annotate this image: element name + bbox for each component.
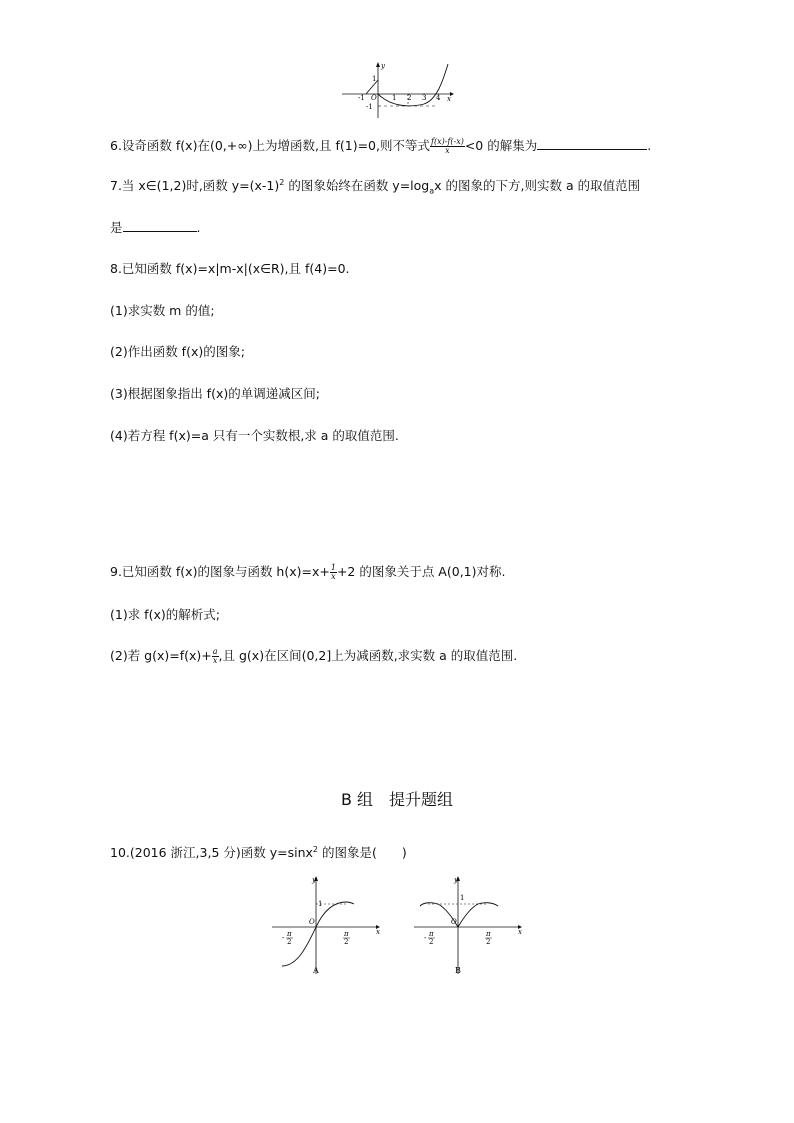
q9-fraction <box>330 564 337 581</box>
q7-sup: 2 <box>279 177 285 187</box>
q10-text-b: 的图象是( ) <box>318 845 407 860</box>
q6-end: . <box>647 138 652 153</box>
q6-frac-den: x <box>445 146 450 155</box>
option-a-graph[interactable] <box>268 872 386 978</box>
q10-text-a: 10.(2016 浙江,3,5 分)函数 y=sinx <box>110 845 313 860</box>
x-tick-1: 1 <box>392 94 397 102</box>
b-x-label: x <box>518 928 522 936</box>
q7-text-d: 是 <box>110 220 123 235</box>
q6-suffix: <0 的解集为 <box>464 138 538 153</box>
x-tick-3: 3 <box>422 94 427 102</box>
a-x-label: x <box>376 928 380 936</box>
question-8-part-4: (4)若方程 f(x)=a 只有一个实数根,求 a 的取值范围. <box>110 428 399 443</box>
a-neg-sign: - <box>282 934 285 942</box>
origin-label: O <box>371 94 377 102</box>
option-b-graph[interactable] <box>410 872 528 978</box>
question-10-stem <box>110 845 407 861</box>
q9-p2-fraction <box>212 648 219 665</box>
q7-text-c: x 的图象的下方,则实数 a 的取值范围 <box>434 178 641 193</box>
q7-end: . <box>196 220 201 235</box>
y-tick-neg1: -1 <box>366 103 373 111</box>
y-label: y <box>381 62 385 70</box>
q9-text-a: 9.已知函数 f(x)的图象与函数 h(x)=x+ <box>110 564 330 579</box>
question-8-part-1: (1)求实数 m 的值; <box>110 303 215 318</box>
q9-text-b: +2 的图象关于点 A(0,1)对称. <box>336 564 506 579</box>
q9-p2-text-b: ,且 g(x)在区间(0,2]上为减函数,求实数 a 的取值范围. <box>218 648 518 663</box>
section-heading: B 组 提升题组 <box>340 790 454 809</box>
q9-p2-text-a: (2)若 g(x)=f(x)+ <box>110 648 212 663</box>
q10-sup: 2 <box>312 844 318 854</box>
a-y-label: y <box>312 876 316 884</box>
a-pos-tick-num: π <box>344 930 349 938</box>
b-pos-tick-num: π <box>486 930 491 938</box>
y-axis-arrow <box>376 62 380 67</box>
question-9-stem <box>110 564 505 581</box>
question-9-part-1: (1)求 f(x)的解析式; <box>110 607 220 622</box>
b-y-label: y <box>454 876 458 884</box>
b-curve <box>420 903 498 927</box>
b-caption: B <box>455 966 461 975</box>
b-origin: O <box>451 918 457 926</box>
q7-text-b: 的图象始终在函数 y=log <box>284 178 430 193</box>
a-origin: O <box>309 918 315 926</box>
b-one: 1 <box>460 894 465 902</box>
x-tick-4: 4 <box>436 94 441 102</box>
x-tick-2: 2 <box>407 94 412 102</box>
q6-answer-blank[interactable] <box>537 137 647 150</box>
q7-text-a: 7.当 x∈(1,2)时,函数 y=(x-1) <box>110 178 280 193</box>
y-tick-1: 1 <box>372 75 377 83</box>
q9-frac-den: x <box>331 572 336 581</box>
question-7-line-2 <box>110 219 201 236</box>
q7-sub: a <box>429 186 435 196</box>
q6-fraction <box>430 138 465 155</box>
top-function-graph <box>338 60 458 120</box>
a-neg-tick-den: 2 <box>287 938 292 946</box>
q9-p2-frac-num: a <box>212 647 218 656</box>
question-7-line-1 <box>110 178 640 194</box>
x-tick-neg1: -1 <box>358 94 365 102</box>
b-neg-sign: - <box>424 934 427 942</box>
b-neg-tick-num: π <box>429 930 434 938</box>
q6-frac-num: f(x)-f(-x) <box>430 137 464 146</box>
question-8-part-2: (2)作出函数 f(x)的图象; <box>110 344 245 359</box>
q6-prefix: 6.设奇函数 f(x)在(0,+∞)上为增函数,且 f(1)=0,则不等式 <box>110 138 430 153</box>
x-label: x <box>447 95 451 103</box>
a-one: 1 <box>318 900 323 908</box>
question-9-part-2 <box>110 648 517 665</box>
q9-p2-frac-den: x <box>212 656 218 665</box>
a-pos-tick-den: 2 <box>344 938 349 946</box>
a-caption: A <box>313 966 319 975</box>
question-6 <box>110 137 651 155</box>
question-8-stem: 8.已知函数 f(x)=x|m-x|(x∈R),且 f(4)=0. <box>110 261 350 276</box>
q7-answer-blank[interactable] <box>123 219 197 232</box>
q9-frac-num: 1 <box>330 563 336 572</box>
question-8-part-3: (3)根据图象指出 f(x)的单调递减区间; <box>110 386 320 401</box>
b-pos-tick-den: 2 <box>486 938 491 946</box>
b-neg-tick-den: 2 <box>429 938 434 946</box>
a-neg-tick-num: π <box>287 930 292 938</box>
